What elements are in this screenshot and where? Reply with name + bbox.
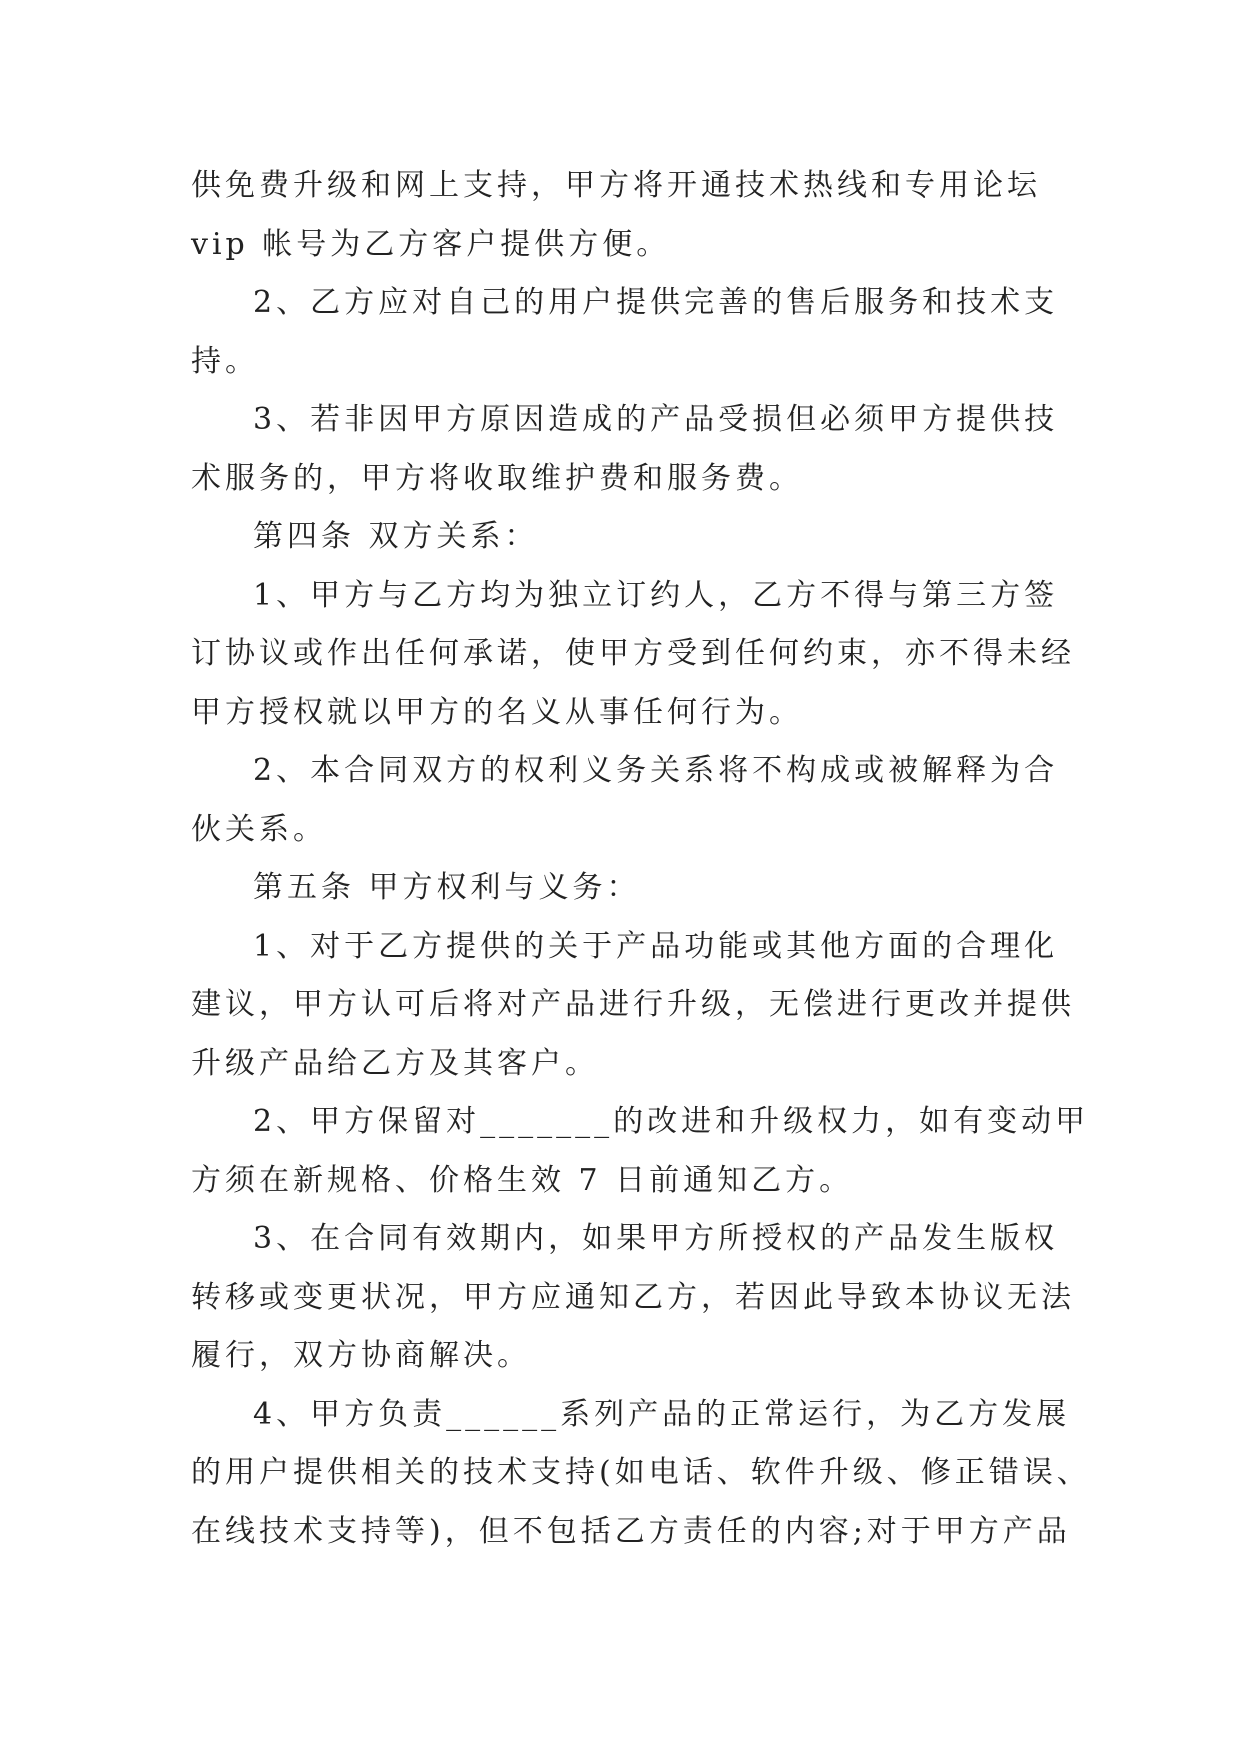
article-4-heading: 第四条 双方关系： [253,519,539,554]
text-line: 订协议或作出任何承诺，使甲方受到任何约束，亦不得未经 [191,636,1075,671]
document-body [191,157,1091,1561]
clause-2-line: 2、乙方应对自己的用户提供完善的售后服务和技术支 [253,285,1059,320]
text-line: 供免费升级和网上支持，甲方将开通技术热线和专用论坛 [191,168,1041,203]
clause-2-line: 2、甲方保留对_______的改进和升级权力，如有变动甲 [253,1104,1090,1139]
text-line: 转移或变更状况，甲方应通知乙方，若因此导致本协议无法 [191,1279,1075,1315]
clause-1-line: 1、对于乙方提供的关于产品功能或其他方面的合理化 [253,928,1059,964]
text-line: 在线技术支持等)，但不包括乙方责任的内容;对于甲方产品 [191,1513,1071,1549]
text-line: 建议，甲方认可后将对产品进行升级，无偿进行更改并提供 [191,987,1075,1022]
clause-2-line: 2、本合同双方的权利义务关系将不构成或被解释为合 [253,753,1059,788]
text-line: 升级产品给乙方及其客户。 [191,1045,599,1081]
text-line: 术服务的，甲方将收取维护费和服务费。 [191,460,803,496]
text-line: 的用户提供相关的技术支持(如电话、软件升级、修正错误、 [191,1455,1091,1490]
clause-1-line: 1、甲方与乙方均为独立订约人，乙方不得与第三方签 [253,577,1059,613]
clause-3-line: 3、在合同有效期内，如果甲方所授权的产品发生版权 [253,1221,1059,1256]
text-line: 伙关系。 [191,811,327,847]
text-line: 持。 [191,343,259,379]
clause-3-line: 3、若非因甲方原因造成的产品受损但必须甲方提供技 [253,402,1059,437]
article-5-heading: 第五条 甲方权利与义务： [253,870,641,905]
clause-4-line: 4、甲方负责______系列产品的正常运行，为乙方发展 [253,1396,1071,1432]
text-line: 方须在新规格、价格生效 7 日前通知乙方。 [191,1162,854,1198]
text-line: 履行，双方协商解决。 [191,1338,531,1373]
text-line: vip 帐号为乙方客户提供方便。 [191,226,671,262]
text-line: 甲方授权就以甲方的名义从事任何行为。 [191,694,803,730]
